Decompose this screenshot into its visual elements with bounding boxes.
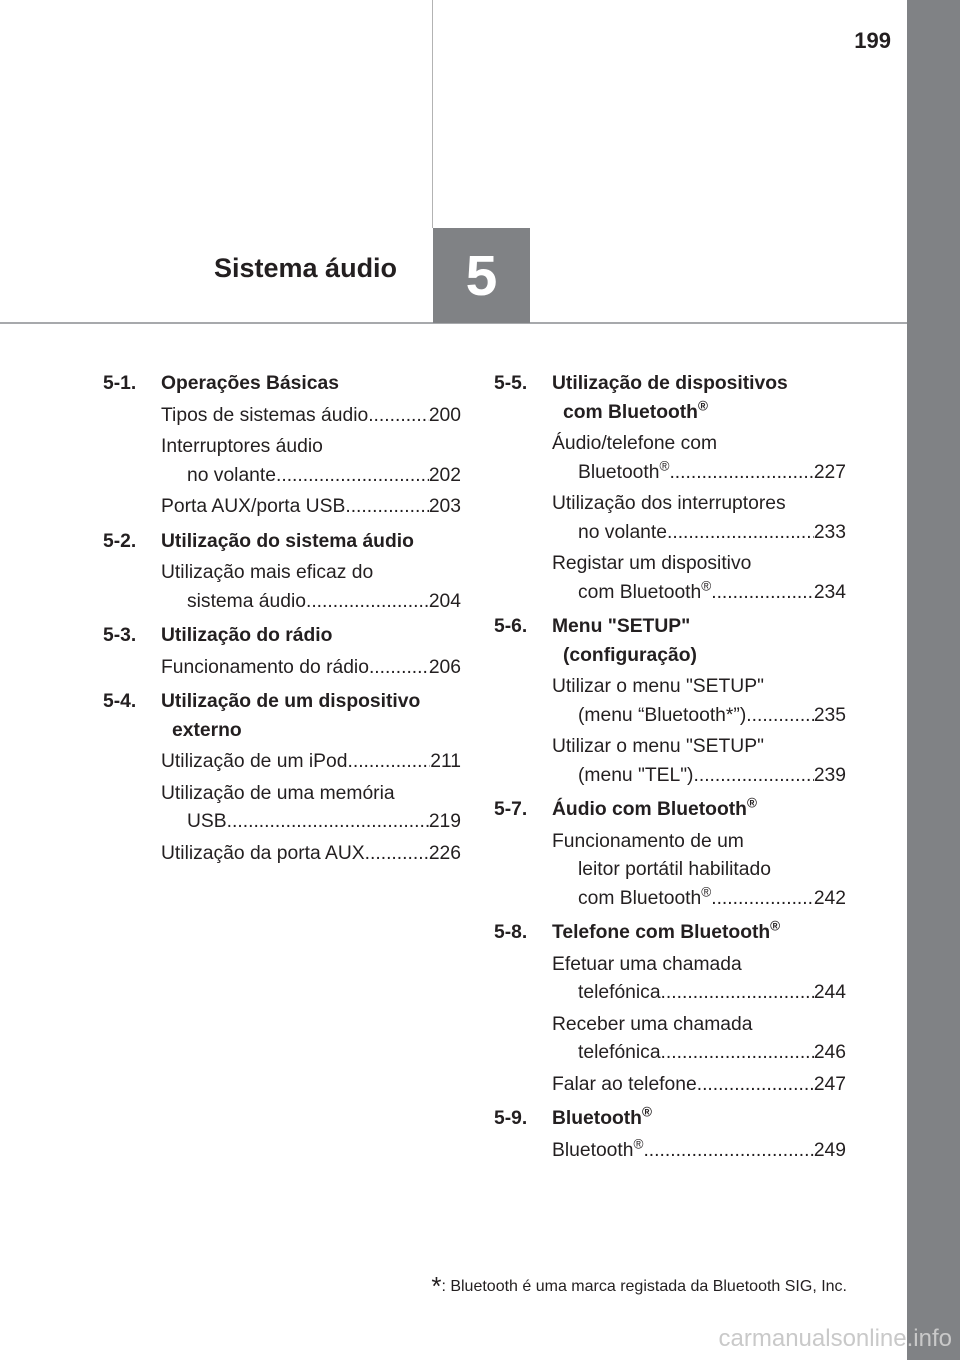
toc-entry [552, 430, 846, 487]
section-title-continuation [552, 642, 846, 671]
toc-entry [161, 654, 461, 683]
entry-line [161, 588, 461, 617]
toc-entry [161, 840, 461, 869]
entry-text [578, 762, 693, 791]
entry-line [161, 808, 461, 837]
section-title [161, 370, 461, 399]
dot-leader [227, 808, 429, 837]
entry-text-part: Funcionamento de um [552, 830, 744, 852]
section-number: 5-7. [494, 799, 528, 820]
section-heading [494, 1105, 846, 1134]
entry-page-number: 203 [428, 496, 461, 517]
entry-line [552, 550, 846, 579]
toc-left-column [103, 370, 461, 874]
section-number: 5-3. [103, 625, 137, 646]
entry-line [552, 828, 846, 857]
toc-section [103, 528, 461, 617]
entry-text [578, 885, 711, 914]
toc-entry [552, 673, 846, 730]
section-title [552, 919, 846, 948]
entry-line [161, 402, 461, 431]
entry-text [578, 1039, 661, 1068]
dot-leader [661, 1039, 814, 1068]
entry-text-part: Bluetooth [552, 1139, 634, 1161]
entry-text-part: Porta AUX/porta USB [161, 496, 346, 517]
section-title [161, 528, 461, 557]
entry-text [552, 831, 744, 852]
entry-line [161, 559, 461, 588]
toc-section [494, 1105, 846, 1165]
section-heading [103, 622, 461, 651]
toc-entry [161, 748, 461, 777]
entry-page-number: 249 [813, 1139, 846, 1161]
dot-leader [347, 748, 430, 777]
entry-line [552, 1039, 846, 1068]
toc-entry [552, 550, 846, 607]
entry-page-number: 233 [813, 521, 846, 543]
toc-section [494, 919, 846, 1099]
footnote-text: : Bluetooth é uma marca registada da Bluetooth SIG, Inc. [441, 1278, 847, 1295]
dot-leader [661, 979, 814, 1008]
entry-text [552, 1137, 643, 1166]
entry-text-part: Tipos de sistemas áudio [161, 404, 369, 426]
footnote-marker: * [431, 1271, 442, 1301]
entry-text [552, 493, 786, 514]
entry-text-part: telefónica [578, 1042, 661, 1063]
entry-line [552, 430, 846, 459]
entry-text [552, 1071, 697, 1100]
registered-mark: ® [659, 458, 670, 474]
dot-leader [711, 885, 814, 914]
section-title [552, 796, 846, 825]
entry-line [161, 780, 461, 809]
entry-text [552, 954, 742, 975]
section-title-text: Bluetooth [552, 1108, 642, 1129]
entry-text [187, 808, 227, 837]
entry-page-number: 242 [813, 887, 846, 909]
entry-page-number: 247 [813, 1073, 846, 1095]
entry-line [552, 733, 846, 762]
entry-text-part: (menu “Bluetooth*”) [578, 704, 747, 726]
section-heading [103, 370, 461, 399]
entry-text-part: Falar ao telefone [552, 1073, 697, 1095]
entry-text [161, 402, 368, 431]
entry-text-part: no volante [187, 464, 276, 486]
section-title-text: Telefone com Bluetooth [552, 922, 771, 943]
registered-mark: ® [697, 398, 708, 414]
dot-leader [276, 462, 429, 491]
entry-line [552, 951, 846, 980]
entry-text [161, 493, 345, 522]
entry-text [187, 462, 276, 491]
entry-line [552, 459, 846, 488]
entry-page-number: 239 [813, 764, 846, 786]
toc-entry [552, 490, 846, 547]
section-title [161, 622, 461, 651]
entry-text-part: Utilização da porta AUX [161, 842, 365, 864]
entry-page-number: 226 [428, 842, 461, 864]
section-title-continuation [161, 717, 461, 746]
entry-line [552, 885, 846, 914]
section-number: 5-6. [494, 616, 528, 637]
section-number: 5-2. [103, 530, 137, 552]
toc-entry [161, 559, 461, 616]
entry-page-number: 206 [428, 656, 461, 678]
section-title [161, 688, 461, 745]
entry-page-number: 211 [430, 751, 461, 772]
entry-line [161, 748, 461, 777]
entry-text-part: Áudio/telefone com [552, 433, 718, 454]
entry-page-number: 219 [428, 811, 461, 832]
dot-leader [345, 493, 428, 522]
dot-leader [365, 840, 429, 869]
registered-mark: ® [641, 1104, 652, 1120]
entry-page-number: 246 [813, 1042, 846, 1063]
entry-text [552, 1014, 752, 1035]
entry-text [578, 702, 746, 731]
section-number: 5-4. [103, 691, 137, 712]
entry-line [161, 462, 461, 491]
entry-text-part: Funcionamento do rádio [161, 656, 369, 678]
entry-text-part: com Bluetooth [578, 887, 702, 909]
section-title [552, 613, 846, 670]
section-heading [103, 528, 461, 557]
entry-text [161, 783, 395, 804]
entry-text [552, 736, 764, 757]
entry-text [578, 859, 771, 880]
toc-entry [552, 733, 846, 790]
registered-mark: ® [746, 795, 757, 811]
entry-text [161, 654, 369, 683]
entry-page-number: 227 [813, 461, 846, 483]
entry-line [552, 1137, 846, 1166]
toc-entry [161, 433, 461, 490]
section-heading [494, 796, 846, 825]
entry-text [161, 840, 365, 869]
section-heading [494, 370, 846, 427]
entry-text [578, 979, 661, 1008]
section-title-text: Operações Básicas [161, 373, 339, 394]
section-number: 5-1. [103, 373, 137, 394]
entry-line [552, 490, 846, 519]
page-number: 199 [854, 28, 891, 53]
entry-text [578, 459, 669, 488]
chapter-title: Sistema áudio [214, 253, 398, 283]
section-title-cont-text: (configuração) [563, 644, 697, 666]
entry-text [578, 579, 711, 608]
registered-mark: ® [701, 884, 712, 900]
entry-text-part: com Bluetooth [578, 581, 702, 603]
entry-page-number: 235 [813, 704, 846, 726]
dot-leader [369, 654, 429, 683]
entry-text-part: Utilização dos interruptores [552, 493, 786, 514]
toc-section [103, 688, 461, 868]
toc-entry [552, 1137, 846, 1166]
section-heading [103, 688, 461, 745]
section-heading [494, 919, 846, 948]
entry-line [552, 1071, 846, 1100]
entry-page-number: 204 [428, 590, 461, 612]
dot-leader [368, 402, 429, 431]
entry-line [161, 654, 461, 683]
entry-text [161, 748, 347, 777]
watermark: carmanualsonline.info [718, 1325, 952, 1352]
entry-text [552, 676, 764, 697]
toc-section [494, 613, 846, 790]
section-title-text: Utilização de um dispositivo [161, 691, 421, 712]
vertical-divider [432, 0, 433, 228]
entry-text [161, 562, 373, 583]
entry-text-part: Bluetooth [578, 461, 660, 483]
footnote [431, 1271, 847, 1302]
entry-text-part: telefónica [578, 982, 661, 1003]
entry-text-part: leitor portátil habilitado [578, 859, 771, 880]
section-title [552, 370, 846, 427]
entry-text-part: Registar um dispositivo [552, 553, 752, 574]
entry-text-part: Receber uma chamada [552, 1013, 753, 1035]
entry-line [552, 702, 846, 731]
entry-page-number: 244 [813, 982, 846, 1003]
dot-leader [669, 459, 813, 488]
chapter-number-box [433, 228, 530, 323]
entry-text [552, 433, 717, 454]
entry-text [161, 436, 323, 457]
registered-mark: ® [633, 1136, 644, 1152]
section-title-text: Áudio com Bluetooth [552, 799, 747, 820]
entry-line [552, 979, 846, 1008]
entry-text-part: sistema áudio [187, 590, 306, 612]
section-title-text: Utilização do sistema áudio [161, 530, 414, 552]
chapter-number: 5 [465, 243, 498, 308]
toc-entry [552, 1011, 846, 1068]
entry-line [161, 493, 461, 522]
chapter-tab-bar [907, 0, 960, 1360]
entry-page-number: 234 [813, 581, 846, 603]
section-title-text: Menu "SETUP" [552, 616, 691, 637]
entry-text-part: Efetuar uma chamada [552, 953, 742, 975]
toc-section [103, 622, 461, 682]
entry-text-part: no volante [578, 521, 667, 543]
entry-text-part: Utilizar o menu "SETUP" [552, 736, 764, 757]
section-title [552, 1105, 846, 1134]
dot-leader [697, 1071, 814, 1100]
toc-right-column [494, 370, 846, 1171]
entry-page-number: 200 [428, 404, 461, 426]
entry-text-part: Utilizar o menu "SETUP" [552, 676, 764, 697]
entry-line [552, 762, 846, 791]
entry-text [552, 553, 751, 574]
section-number: 5-5. [494, 373, 528, 394]
section-title-continuation [552, 399, 846, 428]
section-title-text: Utilização de dispositivos [552, 373, 788, 394]
entry-text [578, 519, 667, 548]
dot-leader [746, 702, 814, 731]
entry-text-part: Interruptores áudio [161, 436, 323, 457]
entry-text-part: Utilização de um iPod [161, 751, 348, 772]
toc-entry [161, 402, 461, 431]
entry-line [552, 579, 846, 608]
toc-entry [552, 1071, 846, 1100]
section-title-cont-text: externo [172, 719, 242, 741]
section-title-text: Utilização do rádio [161, 625, 333, 646]
toc-entry [552, 951, 846, 1008]
toc-section [103, 370, 461, 522]
entry-line [552, 519, 846, 548]
entry-text-part: (menu "TEL") [578, 764, 694, 786]
section-number: 5-9. [494, 1108, 528, 1129]
section-title-cont-text: com Bluetooth [563, 401, 698, 423]
entry-text-part: USB [187, 811, 227, 832]
dot-leader [667, 519, 814, 548]
toc-entry [552, 828, 846, 914]
entry-line [552, 1011, 846, 1040]
toc-entry [161, 780, 461, 837]
registered-mark: ® [770, 918, 781, 934]
toc-entry [161, 493, 461, 522]
registered-mark: ® [701, 578, 712, 594]
entry-text [187, 588, 306, 617]
entry-line [161, 840, 461, 869]
entry-text-part: Utilização de uma memória [161, 782, 395, 804]
toc-section [494, 796, 846, 913]
toc-section [494, 370, 846, 607]
entry-line [161, 433, 461, 462]
dot-leader [306, 588, 429, 617]
dot-leader [643, 1137, 813, 1166]
dot-leader [693, 762, 813, 791]
dot-leader [711, 579, 814, 608]
section-heading [494, 613, 846, 670]
section-number: 5-8. [494, 922, 528, 943]
entry-text-part: Utilização mais eficaz do [161, 562, 374, 583]
entry-page-number: 202 [428, 464, 461, 486]
entry-line [552, 856, 846, 885]
entry-line [552, 673, 846, 702]
